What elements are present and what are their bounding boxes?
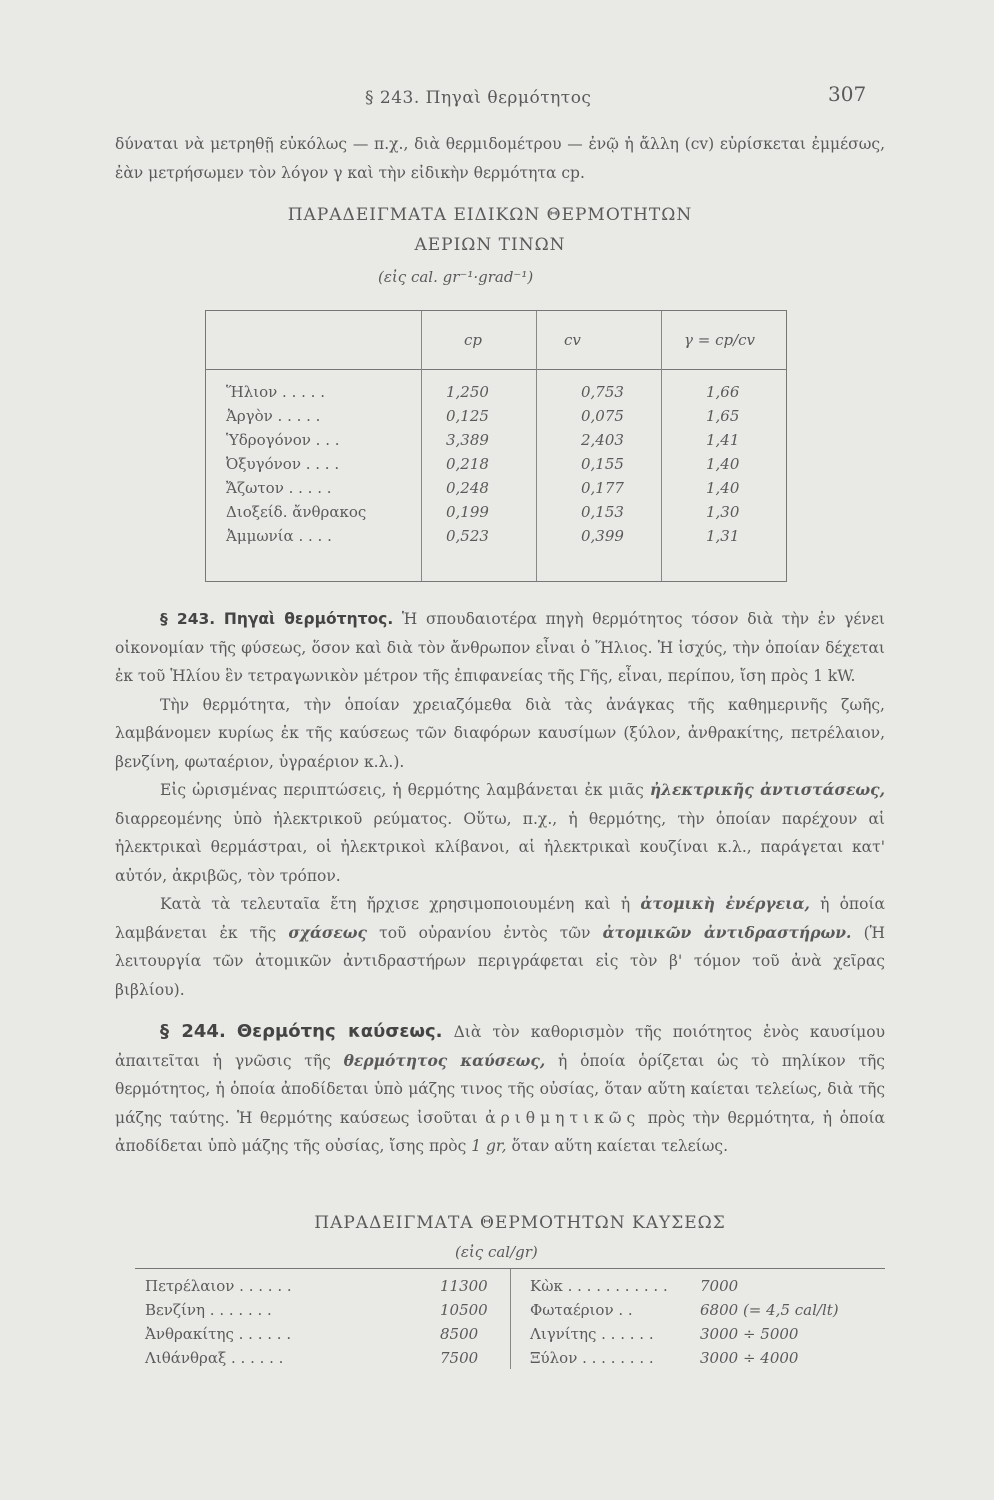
- specific-heat-table: [205, 310, 787, 582]
- section-243-p2: Τὴν θερμότητα, τὴν ὁποίαν χρειαζόμεθα διὰ τὰς ἀνάγκας τῆς καθημερινῆς ζωῆς, λαμβάνομεν κυρίως ἐκ τῆς καύσεως τῶν διαφόρων καυσίμων (ξύλον, ἀνθρακίτης, πετρέλαιον, βενζίνη, φωταέριον, ὑγραέριον κ.λ.).: [115, 695, 885, 771]
- table1-body: [206, 383, 786, 551]
- intro-text: δύναται νὰ μετρηθῇ εὐκόλως — π.χ., διὰ θερμιδομέτρου — ἐνῷ ἡ ἄλλη (cv) εὑρίσκεται ἐμμέσως, ἐὰν μετρήσωμεν τὸν λόγον γ καὶ τὴν εἰδικὴν θερμότητα cp.: [115, 135, 885, 182]
- section-244-p1: § 244. Θερμότης καύσεως. Διὰ τὸν καθορισμὸν τῆς ποιότητος ἑνὸς καυσίμου ἀπαιτεῖται ἡ γνῶσις τῆς θερμότητος καύσεως, ἡ ὁποία ὁρίζεται ὡς τὸ πηλίκον τῆς θερμότητος, ἡ ὁποία ἀποδίδεται ὑπὸ μάζης τινος τῆς οὐσίας, ὅταν αὕτη καίεται τελείως, διὰ τῆς μάζης ταύτης. Ἡ θερμότης καύσεως ἰσοῦται ἀριθμητικῶς πρὸς τὴν θερμότητα, ἡ ὁποία ἀποδίδεται ὑπὸ μάζης τῆς οὐσίας, ἴσης πρὸς 1 gr, ὅταν αὕτη καίεται τελείως.: [115, 1021, 885, 1155]
- table2-units: (εἰς cal/gr): [455, 1243, 538, 1261]
- table1-title-2: ΑΕΡΙΩΝ ΤΙΝΩΝ: [414, 235, 566, 255]
- col-gamma: γ = cp/cv: [684, 331, 756, 349]
- page-number: 307: [828, 82, 867, 106]
- heat-of-combustion-table: [135, 1268, 885, 1369]
- running-title: § 243. Πηγαὶ θερμότητος: [365, 88, 592, 108]
- table-row: Πετρέλαιον . . . . . . 11300 Κὼκ . . . . . . . . . . . 7000: [145, 1277, 739, 1295]
- col-cv: cv: [564, 331, 581, 349]
- table-row: Ἄζωτον . . . . . 0,248 0,177 1,40: [226, 479, 740, 497]
- table-row: Ἀμμωνία . . . . 0,523 0,399 1,31: [226, 527, 740, 545]
- table2-title: ΠΑΡΑΔΕΙΓΜΑΤΑ ΘΕΡΜΟΤΗΤΩΝ ΚΑΥΣΕΩΣ: [314, 1213, 726, 1233]
- table-row: Ἥλιον . . . . . 1,250 0,753 1,66: [226, 383, 740, 401]
- table2-body: [135, 1277, 885, 1373]
- section-243-p4: Κατὰ τὰ τελευταῖα ἔτη ἤρχισε χρησιμοποιουμένη καὶ ἡ ἀτομικὴ ἐνέργεια, ἡ ὁποία λαμβάνεται ἐκ τῆς σχάσεως τοῦ οὐρανίου ἐντὸς τῶν ἀτομικῶν ἀντιδραστήρων. (Ἡ λειτουργία τῶν ἀτομικῶν ἀντιδραστήρων περιγράφεται εἰς τὸν β' τόμον τοῦ ἀνὰ χεῖρας βιβλίου).: [115, 894, 886, 999]
- table-row: Λιθάνθραξ . . . . . . 7500 Ξύλον . . . . . . . . 3000 ÷ 4000: [145, 1349, 799, 1367]
- section-244: [115, 1018, 885, 1161]
- intro-paragraph: [115, 130, 885, 187]
- section-number: § 243.: [160, 610, 216, 628]
- section-heading: Θερμότης καύσεως.: [236, 1021, 443, 1042]
- table-row: Ἀργὸν . . . . . 0,125 0,075 1,65: [226, 407, 740, 425]
- section-243: [115, 605, 885, 1004]
- section-243-p3: Εἰς ὡρισμένας περιπτώσεις, ἡ θερμότης λαμβάνεται ἐκ μιᾶς ἠλεκτρικῆς ἀντιστάσεως, διαρρεομένης ὑπὸ ἠλεκτρικοῦ ρεύματος. Οὕτω, π.χ., ἡ θερμότης, τὴν ὁποίαν παρέχουν αἱ ἠλεκτρικαὶ θερμάστραι, οἱ ἠλεκτρικοὶ κλίβανοι, αἱ ἠλεκτρικαὶ κουζίναι κ.λ., παράγεται κατ' αὐτόν, ἀκριβῶς, τὸν τρόπον.: [115, 780, 885, 885]
- col-cp: cp: [464, 331, 483, 349]
- table-row: Ὑδρογόνον . . . 3,389 2,403 1,41: [226, 431, 740, 449]
- table-row: Ὀξυγόνον . . . . 0,218 0,155 1,40: [226, 455, 740, 473]
- table-row: Διοξείδ. ἄνθρακος 0,199 0,153 1,30: [226, 503, 740, 521]
- table-row: Ἀνθρακίτης . . . . . . 8500 Λιγνίτης . . . . . . 3000 ÷ 5000: [145, 1325, 799, 1343]
- table-row: Βενζίνη . . . . . . . 10500 Φωταέριον . . 6800 (= 4,5 cal/lt): [145, 1301, 839, 1319]
- table1-header: [206, 311, 786, 370]
- section-243-p1: § 243. Πηγαὶ θερμότητος. Ἡ σπουδαιοτέρα πηγὴ θερμότητος τόσον διὰ τὴν ἐν γένει οἰκονομίαν τῆς φύσεως, ὅσον καὶ διὰ τὸν ἄνθρωπον εἶναι ὁ Ἥλιος. Ἡ ἰσχύς, τὴν ὁποίαν δέχεται ἐκ τοῦ Ἡλίου ἓν τετραγωνικὸν μέτρον τῆς ἐπιφανείας τῆς Γῆς, εἶναι, περίπου, ἴση πρὸς 1 kW.: [115, 610, 885, 685]
- table1-units: (εἰς cal. gr⁻¹·grad⁻¹): [378, 268, 534, 286]
- section-number: § 244.: [160, 1021, 226, 1042]
- table1-title-1: ΠΑΡΑΔΕΙΓΜΑΤΑ ΕΙΔΙΚΩΝ ΘΕΡΜΟΤΗΤΩΝ: [287, 205, 693, 225]
- section-heading: Πηγαὶ θερμότητος.: [223, 610, 394, 628]
